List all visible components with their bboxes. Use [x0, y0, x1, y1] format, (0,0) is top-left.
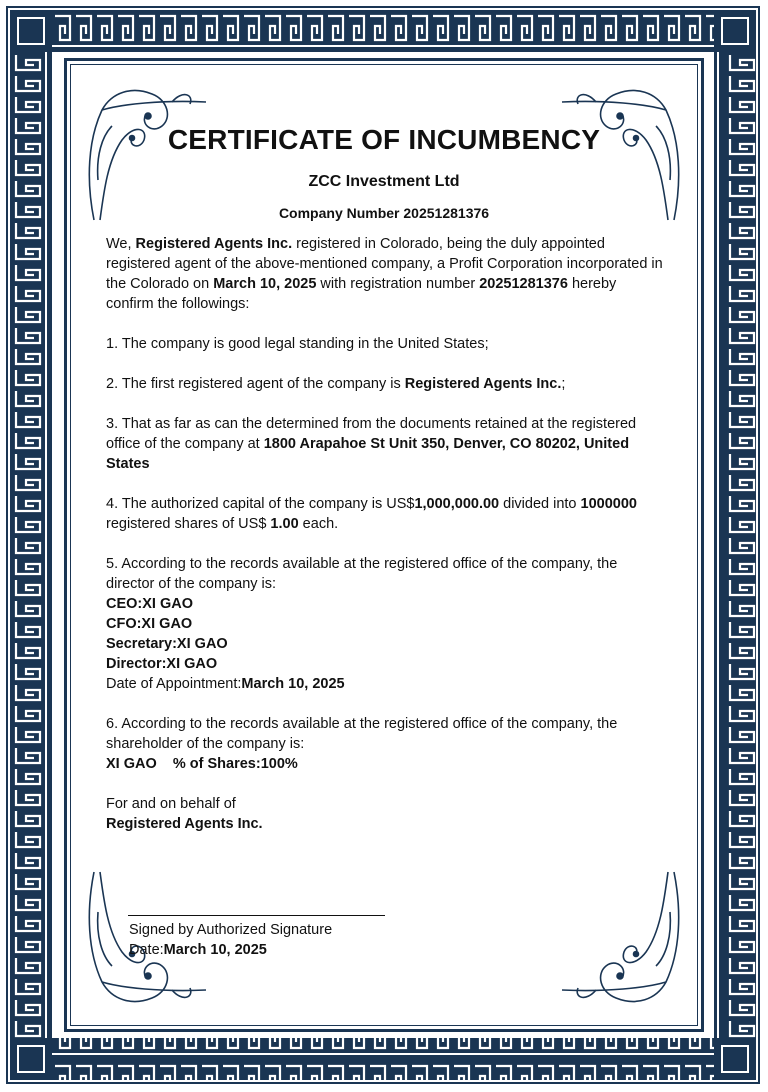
flourish-ornament-icon — [556, 862, 686, 1012]
ceo-line: CEO:XI GAO — [106, 596, 194, 612]
director-line: Director:XI GAO — [106, 656, 218, 672]
shareholder-line: XI GAO % of Shares:100% — [106, 756, 298, 772]
company-name: ZCC Investment Ltd — [308, 173, 460, 190]
item-3: 3. That as far as can the determined from the documents retained at the registered office of the company at 1800 Arapahoe St Unit 350, Denver, CO 80202, United States — [106, 416, 637, 472]
signature-label: Signed by Authorized Signature — [129, 922, 333, 938]
item-2: 2. The first registered agent of the company is Registered Agents Inc.; — [106, 376, 566, 392]
item-5: 5. According to the records available at the registered office of the company, the director of the company is: — [106, 556, 618, 592]
appointment-line: Date of Appointment:March 10, 2025 — [106, 676, 345, 692]
item-4: 4. The authorized capital of the company is US$1,000,000.00 divided into 1000000 registered shares of US$ 1.00 each. — [106, 496, 637, 532]
signature-date: Date:March 10, 2025 — [129, 942, 267, 958]
closing-agent: Registered Agents Inc. — [106, 816, 263, 832]
item-1: 1. The company is good legal standing in the United States; — [106, 336, 489, 352]
secretary-line: Secretary:XI GAO — [106, 636, 228, 652]
item-6: 6. According to the records available at the registered office of the company, the shareholder of the company is: — [106, 716, 618, 752]
signature-line — [128, 915, 385, 916]
company-number: Company Number 20251281376 — [278, 205, 490, 221]
intro-paragraph: We, Registered Agents Inc. registered in Colorado, being the duly appointed registered agent of the above-mentioned company, a Profit Corporation incorporated in the Colorado on March 10, 2025 with registration number 20251281376 hereby confirm the followings: — [106, 236, 663, 312]
certificate-body — [106, 234, 666, 834]
certificate-title: CERTIFICATE OF INCUMBENCY — [167, 124, 601, 155]
closing-line: For and on behalf of — [106, 796, 236, 812]
cfo-line: CFO:XI GAO — [106, 616, 193, 632]
signature-block — [129, 920, 332, 960]
